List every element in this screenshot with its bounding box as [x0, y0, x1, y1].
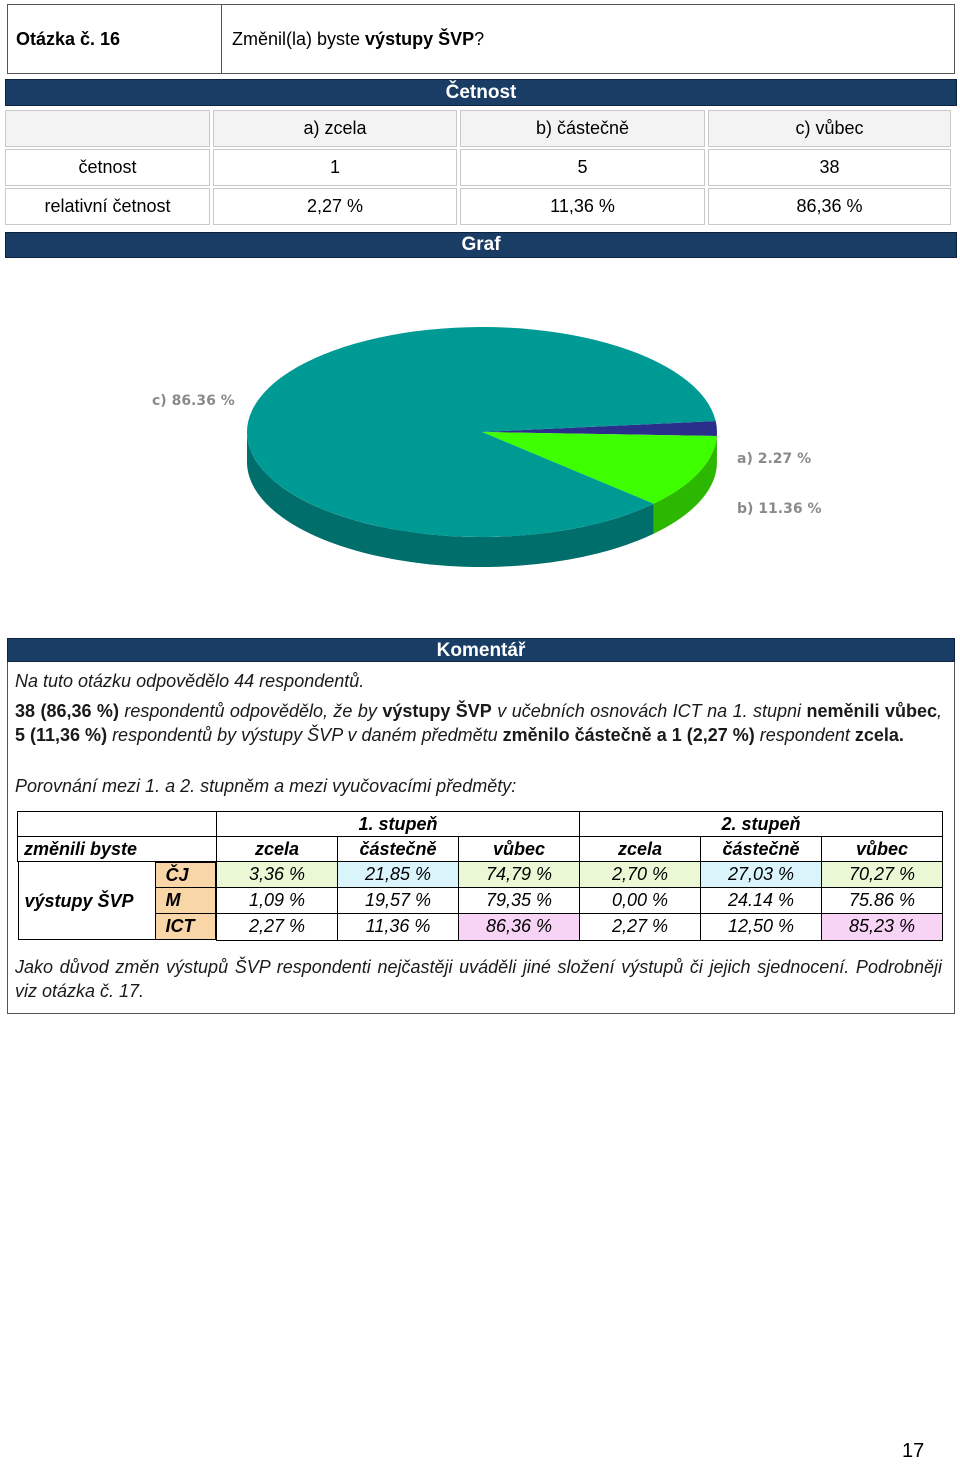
- frequency-header-cell: c) vůbec: [708, 110, 951, 147]
- comment-text: v učebních osnovách ICT na 1. stupni: [491, 701, 807, 721]
- comment-bold: zcela.: [854, 725, 904, 745]
- question-header: [7, 4, 955, 74]
- pie-label-0: a) 2.27 %: [737, 451, 812, 467]
- comment-bold: změnilo částečně: [502, 725, 652, 745]
- frequency-cell: 1: [213, 149, 457, 186]
- group-cell: [18, 862, 217, 941]
- table-cell: 19,57 %: [338, 888, 459, 914]
- comment-bold: výstupy ŠVP: [382, 701, 492, 721]
- table-cell: 27,03 %: [701, 862, 822, 888]
- table-cell: 24.14 %: [701, 888, 822, 914]
- frequency-header-row: [5, 110, 957, 147]
- frequency-header-cell: [5, 110, 210, 147]
- subject-cj: ČJ: [155, 862, 217, 888]
- page-number: 17: [902, 1440, 925, 1462]
- changed-label: změnili byste: [18, 837, 217, 862]
- table-cell: 74,79 %: [459, 862, 580, 888]
- table-cell: 85,23 %: [822, 914, 943, 940]
- comment-text: respondent: [754, 725, 855, 745]
- comment-text: respondentů by výstupy ŠVP v daném předmětu: [107, 725, 503, 745]
- question-number: Otázka č. 16: [8, 5, 222, 73]
- pie-chart: [0, 262, 960, 632]
- comment-text: respondentů odpovědělo, že by: [118, 701, 383, 721]
- frequency-row: [5, 149, 957, 186]
- col-header: vůbec: [822, 837, 943, 862]
- pie-slices: [247, 327, 717, 537]
- frequency-row-label: četnost: [5, 149, 210, 186]
- col-header: zcela: [580, 837, 701, 862]
- graph-title: Graf: [5, 232, 957, 258]
- table-cell: 2,70 %: [580, 862, 701, 888]
- comment-bold: a 1 (2,27 %): [656, 725, 755, 745]
- comment-bold: 38 (86,36 %): [15, 701, 119, 721]
- frequency-table: [5, 110, 957, 227]
- question-text-end: ?: [474, 28, 485, 49]
- table-cell: 70,27 %: [822, 862, 943, 888]
- question-text: [222, 5, 484, 73]
- comment-bold: neměnili vůbec: [806, 701, 937, 721]
- comment-footer: Jako důvod změn výstupů ŠVP respondenti nejčastěji uváděli jiné složení výstupů či jejich sjednocení. Podrobněji viz otázka č. 17.: [15, 957, 942, 1001]
- frequency-header-cell: b) částečně: [460, 110, 705, 147]
- comparison-table: [17, 811, 943, 941]
- table-cell: 86,36 %: [459, 914, 580, 940]
- frequency-row-label: relativní četnost: [5, 188, 210, 225]
- comment-bold: 5 (11,36 %): [15, 725, 108, 745]
- subject-m: M: [155, 888, 217, 914]
- comment-intro: Na tuto otázku odpovědělo 44 respondentů.: [15, 671, 365, 691]
- table-cell: 21,85 %: [338, 862, 459, 888]
- comment-paragraph: [15, 699, 942, 747]
- level2-header: 2. stupeň: [580, 812, 943, 837]
- col-header: částečně: [338, 837, 459, 862]
- table-cell: 75.86 %: [822, 888, 943, 914]
- table-cell: 1,09 %: [217, 888, 338, 914]
- frequency-cell: 38: [708, 149, 951, 186]
- comment-title: Komentář: [7, 638, 955, 662]
- frequency-cell: 11,36 %: [460, 188, 705, 225]
- table-cell: 2,27 %: [217, 914, 338, 940]
- pie-label-1: b) 11.36 %: [737, 501, 822, 517]
- comparison-label: Porovnání mezi 1. a 2. stupněm a mezi vyučovacími předměty:: [15, 776, 517, 796]
- question-text-plain: Změnil(la) byste: [232, 28, 361, 49]
- level1-header: 1. stupeň: [217, 812, 580, 837]
- frequency-cell: 2,27 %: [213, 188, 457, 225]
- table-cell: 3,36 %: [217, 862, 338, 888]
- table-cell: 0,00 %: [580, 888, 701, 914]
- col-header: částečně: [701, 837, 822, 862]
- table-cell: 11,36 %: [338, 914, 459, 940]
- frequency-cell: 86,36 %: [708, 188, 951, 225]
- table-cell: 79,35 %: [459, 888, 580, 914]
- col-header: zcela: [217, 837, 338, 862]
- frequency-header-cell: a) zcela: [213, 110, 457, 147]
- table-cell: 12,50 %: [701, 914, 822, 940]
- comparison-corner: [18, 812, 217, 837]
- frequency-title: Četnost: [5, 79, 957, 106]
- frequency-cell: 5: [460, 149, 705, 186]
- pie-label-2: c) 86.36 %: [152, 393, 235, 409]
- group-label: výstupy ŠVP: [18, 862, 155, 940]
- table-cell: 2,27 %: [580, 914, 701, 940]
- frequency-row: [5, 188, 957, 225]
- col-header: vůbec: [459, 837, 580, 862]
- comment-text: ,: [936, 701, 942, 721]
- subject-ict: ICT: [155, 914, 217, 940]
- question-text-bold: výstupy ŠVP: [365, 28, 475, 49]
